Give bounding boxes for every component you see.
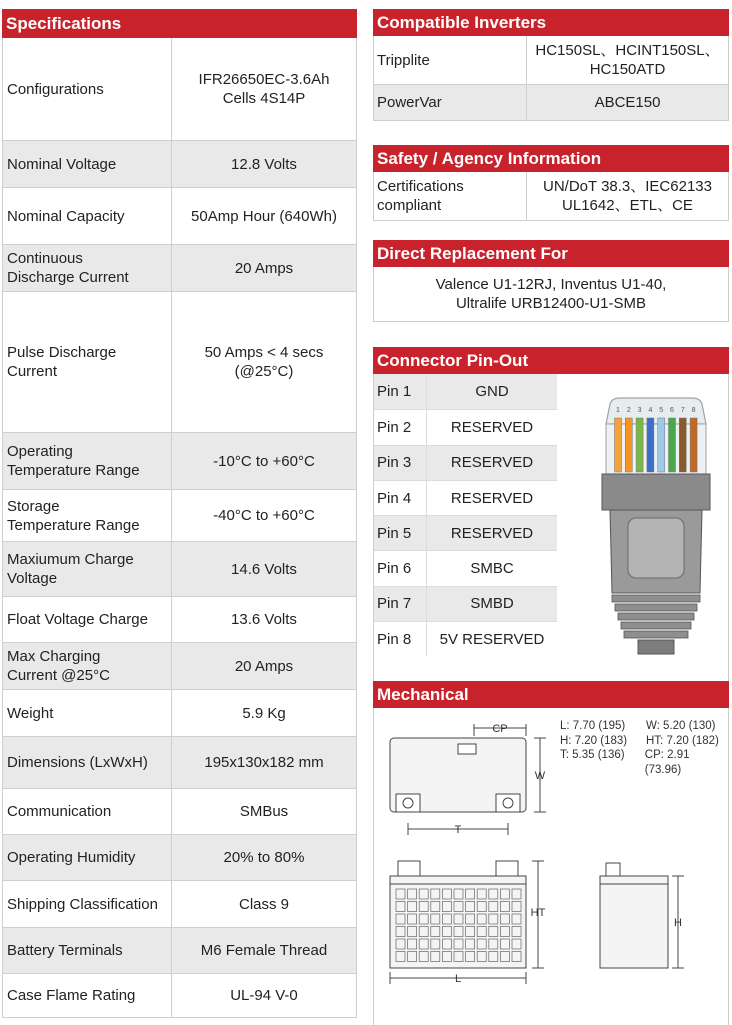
spec-label: Communication xyxy=(3,789,172,834)
spec-row xyxy=(3,489,356,541)
dimension-l: L: 7.70 (195) xyxy=(560,720,626,732)
table-row xyxy=(374,172,728,220)
dimension-ht: HT: 7.20 (182) xyxy=(646,734,719,747)
rj45-connector-image xyxy=(596,388,716,658)
pinout-body xyxy=(373,374,729,685)
wire xyxy=(690,418,697,472)
spec-label: Continuous Discharge Current xyxy=(3,245,172,291)
safety-section xyxy=(373,145,729,221)
replacement-line-1: Valence U1-12RJ, Inventus U1-40, xyxy=(435,276,667,293)
table-row xyxy=(374,84,728,120)
spec-value: -40°C to +60°C xyxy=(213,507,315,524)
pin-row xyxy=(374,374,557,409)
spec-value: 20 Amps xyxy=(234,259,294,277)
spec-value: UL-94 V-0 xyxy=(230,987,298,1004)
boot-rib xyxy=(618,613,694,620)
safety-table xyxy=(373,172,729,221)
wire xyxy=(658,418,665,472)
spec-label: Weight xyxy=(3,690,172,736)
compatible-inverters-table xyxy=(373,36,729,121)
dimension-t: T: 5.35 (136) xyxy=(560,749,625,761)
safety-header: Safety / Agency Information xyxy=(373,145,729,172)
spec-label: Shipping Classification xyxy=(3,881,172,927)
spec-label: Dimensions (LxWxH) xyxy=(3,737,172,788)
replacement-section xyxy=(373,240,729,322)
pin-number: Pin 3 xyxy=(374,446,427,480)
boot-rib xyxy=(615,604,697,611)
spec-row xyxy=(3,140,356,187)
boot-ribs xyxy=(612,595,700,638)
pin-function: SMBD xyxy=(470,595,514,613)
boot-tab xyxy=(628,518,684,578)
table-row xyxy=(374,36,728,84)
spec-value: 20% to 80% xyxy=(223,849,305,866)
pin-number: Pin 2 xyxy=(374,410,427,444)
pinout-section xyxy=(373,347,729,685)
specifications-section xyxy=(2,9,357,1018)
replacement-body xyxy=(373,267,729,322)
row-label: Tripplite xyxy=(374,36,527,84)
spec-value: 5.9 Kg xyxy=(242,704,286,722)
spec-row xyxy=(3,973,356,1017)
row-value: ABCE150 xyxy=(594,94,661,111)
w-label: W xyxy=(534,770,546,782)
spec-row xyxy=(3,736,356,788)
mechanical-drawing xyxy=(374,708,728,1025)
wire xyxy=(625,418,632,472)
pin-number: Pin 1 xyxy=(374,374,427,409)
spec-label: Storage Temperature Range xyxy=(3,490,172,541)
boot-rib xyxy=(624,631,688,638)
spec-value: SMBus xyxy=(239,803,289,820)
pin-number: Pin 8 xyxy=(374,622,427,656)
pin-row xyxy=(374,586,557,621)
spec-label: Configurations xyxy=(3,38,172,140)
dimension-w: W: 5.20 (130) xyxy=(646,720,716,732)
spec-value: IFR26650EC-3.6Ah Cells 4S14P xyxy=(198,71,330,107)
specifications-header: Specifications xyxy=(2,9,357,38)
connector-pin-number: 5 xyxy=(659,407,664,414)
h-label: H xyxy=(674,917,682,929)
spec-label: Operating Humidity xyxy=(3,835,172,880)
spec-value: 14.6 Volts xyxy=(231,560,297,578)
compatible-inverters-section xyxy=(373,9,729,121)
wire xyxy=(679,418,686,472)
row-value: UN/DoT 38.3、IEC62133 UL1642、ETL、CE xyxy=(543,178,712,214)
spec-value: 13.6 Volts xyxy=(231,611,297,628)
terminal-right-top xyxy=(496,794,520,812)
dimension-h: H: 7.20 (183) xyxy=(560,734,628,747)
spec-value: -10°C to +60°C xyxy=(213,452,315,470)
spec-value: M6 Female Thread xyxy=(200,942,328,959)
dimension-cp: CP: 2.91 (73.96) xyxy=(644,749,690,776)
replacement-header: Direct Replacement For xyxy=(373,240,729,267)
pin-row xyxy=(374,445,557,480)
l-label: L xyxy=(454,973,462,985)
row-label: Certifications compliant xyxy=(374,172,527,220)
connector-pin-number: 2 xyxy=(626,407,631,414)
spec-row xyxy=(3,834,356,880)
spec-label: Operating Temperature Range xyxy=(3,433,172,489)
ht-label: HT xyxy=(530,907,546,919)
connector-pin-number: 6 xyxy=(670,407,674,414)
spec-label: Pulse Discharge Current xyxy=(3,292,172,432)
spec-value: 20 Amps xyxy=(234,657,294,675)
pin-function: RESERVED xyxy=(450,418,534,436)
wire xyxy=(647,418,654,472)
spec-value: 50 Amps < 4 secs (@25°C) xyxy=(204,344,324,380)
pin-function: 5V RESERVED xyxy=(439,630,545,648)
boot-collar xyxy=(602,474,710,510)
pin-number: Pin 6 xyxy=(374,551,427,585)
pin-table xyxy=(374,374,557,656)
replacement-line-2: Ultralife URB12400-U1-SMB xyxy=(455,295,647,312)
spec-label: Nominal Capacity xyxy=(3,188,172,244)
terminal-left-top xyxy=(396,794,420,812)
pin-row xyxy=(374,550,557,585)
spec-value: Class 9 xyxy=(238,895,290,913)
wire xyxy=(669,418,676,472)
terminal-right-front xyxy=(496,861,518,876)
pin-function: SMBC xyxy=(470,560,514,578)
connector-port xyxy=(458,744,476,754)
connector-pin-number: 8 xyxy=(691,407,696,414)
compatible-inverters-header: Compatible Inverters xyxy=(373,9,729,36)
spec-row xyxy=(3,432,356,489)
spec-label: Max Charging Current @25°C xyxy=(3,643,172,689)
pin-number: Pin 4 xyxy=(374,481,427,515)
connector-pin-number: 3 xyxy=(637,407,642,414)
front-view-outline xyxy=(390,876,526,968)
connector-pin-number: 7 xyxy=(680,407,685,414)
t-label: T xyxy=(454,824,462,836)
pin-row xyxy=(374,480,557,515)
spec-row xyxy=(3,38,356,140)
spec-row xyxy=(3,187,356,244)
pin-row xyxy=(374,409,557,444)
cable xyxy=(638,640,674,654)
pin-function: RESERVED xyxy=(450,489,534,507)
mechanical-body xyxy=(373,708,729,1025)
spec-row xyxy=(3,244,356,291)
mechanical-section xyxy=(373,681,729,1025)
spec-value: 195x130x182 mm xyxy=(204,754,324,771)
spec-row xyxy=(3,788,356,834)
boot-rib xyxy=(621,622,691,629)
spec-row xyxy=(3,596,356,642)
terminal-left-front xyxy=(398,861,420,876)
spec-row xyxy=(3,291,356,432)
spec-row xyxy=(3,880,356,927)
pin-number: Pin 7 xyxy=(374,587,427,621)
pin-row xyxy=(374,621,557,656)
wire xyxy=(636,418,643,472)
pin-row xyxy=(374,515,557,550)
side-terminal xyxy=(606,863,620,876)
spec-label: Maxiumum Charge Voltage xyxy=(3,542,172,596)
spec-label: Nominal Voltage xyxy=(3,141,172,187)
boot-rib xyxy=(612,595,700,602)
pin-function: GND xyxy=(475,383,509,401)
spec-row xyxy=(3,689,356,736)
connector-pin-number: 4 xyxy=(648,407,653,414)
pinout-header: Connector Pin-Out xyxy=(373,347,729,374)
side-view-outline xyxy=(600,876,668,968)
pin-function: RESERVED xyxy=(450,454,534,472)
spec-value: 50Amp Hour (640Wh) xyxy=(191,207,337,225)
pin-function: RESERVED xyxy=(450,524,534,542)
spec-row xyxy=(3,642,356,689)
spec-value: 12.8 Volts xyxy=(231,155,297,173)
specifications-table xyxy=(2,38,357,1018)
pin-number: Pin 5 xyxy=(374,516,427,550)
spec-label: Float Voltage Charge xyxy=(3,597,172,642)
spec-row xyxy=(3,927,356,973)
row-value: HC150SL、HCINT150SL、 HC150ATD xyxy=(535,42,720,78)
cp-label: CP xyxy=(492,723,508,735)
wire xyxy=(615,418,622,472)
spec-row xyxy=(3,541,356,596)
spec-label: Battery Terminals xyxy=(3,928,172,973)
spec-label: Case Flame Rating xyxy=(3,974,172,1017)
mechanical-header: Mechanical xyxy=(373,681,729,708)
row-label: PowerVar xyxy=(374,85,527,120)
connector-pin-number: 1 xyxy=(616,407,620,414)
